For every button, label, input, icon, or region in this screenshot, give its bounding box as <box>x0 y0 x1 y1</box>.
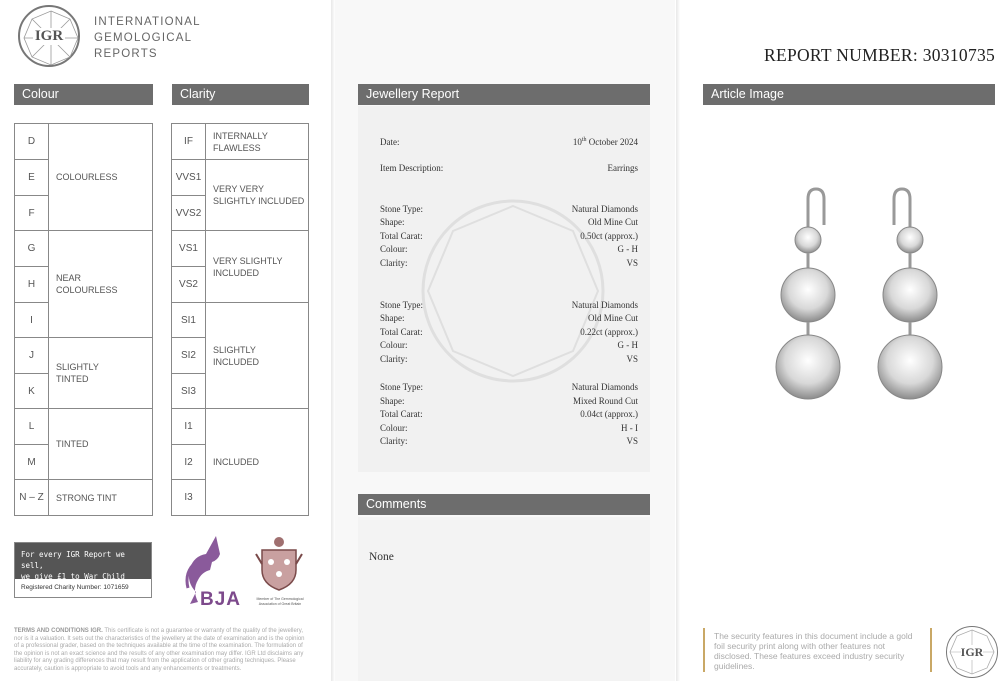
field-value: 0.22ct (approx.) <box>580 327 638 337</box>
grade-code: SI2 <box>172 338 206 374</box>
colour-row <box>380 244 638 256</box>
bja-label: BJA <box>200 589 242 610</box>
field-label: Total Carat: <box>380 327 423 337</box>
field-value: VS <box>626 258 638 268</box>
grade-code: F <box>15 196 49 231</box>
field-value: Natural Diamonds <box>571 382 638 392</box>
colour-scale <box>14 123 153 516</box>
clarity-row <box>380 258 638 270</box>
grade-code: I <box>15 303 49 338</box>
gemmological-crest-icon <box>254 534 304 594</box>
gold-rule <box>930 628 932 672</box>
field-value: VS <box>626 354 638 364</box>
grade-desc: COLOURLESS <box>49 124 153 231</box>
grade-desc: NEAR COLOURLESS <box>49 231 153 338</box>
field-label: Shape: <box>380 313 405 323</box>
grade-desc: VERY SLIGHTLY INCLUDED <box>206 231 309 303</box>
colour-row <box>380 423 638 435</box>
charity-message <box>15 543 151 579</box>
grade-code: VVS1 <box>172 160 206 196</box>
date-row <box>380 137 638 149</box>
field-label: Shape: <box>380 396 405 406</box>
field-label: Clarity: <box>380 258 408 268</box>
field-value: H - I <box>621 423 638 433</box>
stone-type-row <box>380 382 638 394</box>
field-label: Clarity: <box>380 354 408 364</box>
charity-number: Registered Charity Number: 1071659 <box>21 584 129 591</box>
crest-caption: Member of The Gemmological Association of Great Britain <box>256 597 304 606</box>
item-value: Earrings <box>607 163 638 173</box>
field-value: G - H <box>617 244 638 254</box>
stone-type-row <box>380 300 638 312</box>
igr-seal-icon <box>946 626 998 678</box>
grade-code: I2 <box>172 445 206 480</box>
charity-line: we give £1 to War Child <box>21 572 125 581</box>
charity-line: For every IGR Report we sell, <box>21 550 125 570</box>
grade-code: SI3 <box>172 374 206 409</box>
grade-code: E <box>15 160 49 196</box>
date-suffix: th <box>581 137 587 143</box>
logo-mark: IGR <box>34 27 64 44</box>
field-value: 0.50ct (approx.) <box>580 231 638 241</box>
grade-code: H <box>15 267 49 303</box>
grade-code: VS1 <box>172 231 206 267</box>
grade-desc: INTERNALLY FLAWLESS <box>206 124 309 160</box>
colour-header: Colour <box>14 84 153 105</box>
grade-code: D <box>15 124 49 160</box>
grade-code: VS2 <box>172 267 206 303</box>
igr-logo <box>18 5 80 67</box>
field-label: Total Carat: <box>380 231 423 241</box>
grade-desc: TINTED <box>49 409 153 480</box>
seal-mark: IGR <box>960 644 984 659</box>
grade-code: SI1 <box>172 303 206 338</box>
jewellery-report-header: Jewellery Report <box>358 84 650 105</box>
field-label: Stone Type: <box>380 382 423 392</box>
org-line: INTERNATIONAL <box>94 16 201 28</box>
terms-text: This certificate is not a guarantee or warranty of the quality of the jewellery, nor is it a valuation. It sets out the characteristics of the jewellery at the date of examination and is the opinion of a professional grader, based on the techniques available at the time of the examination. The formulation of the opinion is not an exact science and the results of any other examination may differ. IGR Ltd disclaims any liability for any grading differences that may result from the application of other grading techniques. Please accurately, caution is appropriate to avoid tools and any enhancements or treatments. <box>14 628 305 672</box>
item-label: Item Description: <box>380 163 444 173</box>
shape-row <box>380 313 638 325</box>
clarity-row <box>380 436 638 448</box>
field-label: Colour: <box>380 340 408 350</box>
grade-code: L <box>15 409 49 445</box>
comments-box <box>358 517 650 681</box>
grade-code: G <box>15 231 49 267</box>
grade-code: IF <box>172 124 206 160</box>
org-line: GEMOLOGICAL <box>94 32 193 44</box>
grade-desc: STRONG TINT <box>49 480 153 516</box>
carat-row <box>380 231 638 243</box>
charity-box <box>14 542 152 598</box>
field-value: Old Mine Cut <box>587 217 638 227</box>
comments-header: Comments <box>358 494 650 515</box>
field-label: Clarity: <box>380 436 408 446</box>
grade-code: N – Z <box>15 480 49 516</box>
grade-code: K <box>15 374 49 409</box>
field-value: Mixed Round Cut <box>572 396 638 406</box>
field-label: Stone Type: <box>380 204 423 214</box>
date-day: 10 <box>572 137 582 147</box>
article-image-header: Article Image <box>703 84 995 105</box>
grade-desc: VERY VERY SLIGHTLY INCLUDED <box>206 160 309 231</box>
field-label: Colour: <box>380 244 408 254</box>
grade-code: M <box>15 445 49 480</box>
shape-row <box>380 217 638 229</box>
org-name <box>94 14 201 62</box>
field-value: Old Mine Cut <box>587 313 638 323</box>
date-rest: October 2024 <box>586 137 638 147</box>
field-value: 0.04ct (approx.) <box>580 409 638 419</box>
grade-code: I1 <box>172 409 206 445</box>
fold-line <box>676 0 680 681</box>
grade-desc: SLIGHTLY TINTED <box>49 338 153 409</box>
terms-heading: TERMS AND CONDITIONS IGR. <box>14 628 103 634</box>
grade-desc: INCLUDED <box>206 409 309 516</box>
grade-code: J <box>15 338 49 374</box>
field-value: G - H <box>617 340 638 350</box>
report-number: REPORT NUMBER: 30310735 <box>764 45 996 65</box>
clarity-row <box>380 354 638 366</box>
item-row <box>380 163 638 175</box>
grade-code: VVS2 <box>172 196 206 231</box>
field-value: Natural Diamonds <box>571 300 638 310</box>
date-label: Date: <box>380 137 400 147</box>
field-label: Stone Type: <box>380 300 423 310</box>
comments-text: None <box>369 551 394 563</box>
carat-row <box>380 327 638 339</box>
org-line: REPORTS <box>94 48 158 60</box>
stone-type-row <box>380 204 638 216</box>
field-label: Colour: <box>380 423 408 433</box>
field-value: Natural Diamonds <box>571 204 638 214</box>
security-note: The security features in this document include a gold foil security print along with other features not disclosed. These features exceed industry security guidelines. <box>714 631 913 671</box>
date-value <box>573 137 638 147</box>
clarity-scale <box>171 123 309 516</box>
carat-row <box>380 409 638 421</box>
grade-code: I3 <box>172 480 206 516</box>
grade-desc: SLIGHTLY INCLUDED <box>206 303 309 409</box>
clarity-header: Clarity <box>172 84 309 105</box>
shape-row <box>380 396 638 408</box>
field-value: VS <box>626 436 638 446</box>
gold-rule <box>703 628 705 672</box>
field-label: Total Carat: <box>380 409 423 419</box>
colour-row <box>380 340 638 352</box>
left-panel <box>0 0 330 681</box>
terms-and-conditions <box>14 628 310 673</box>
earrings-photo <box>770 185 960 415</box>
field-label: Shape: <box>380 217 405 227</box>
